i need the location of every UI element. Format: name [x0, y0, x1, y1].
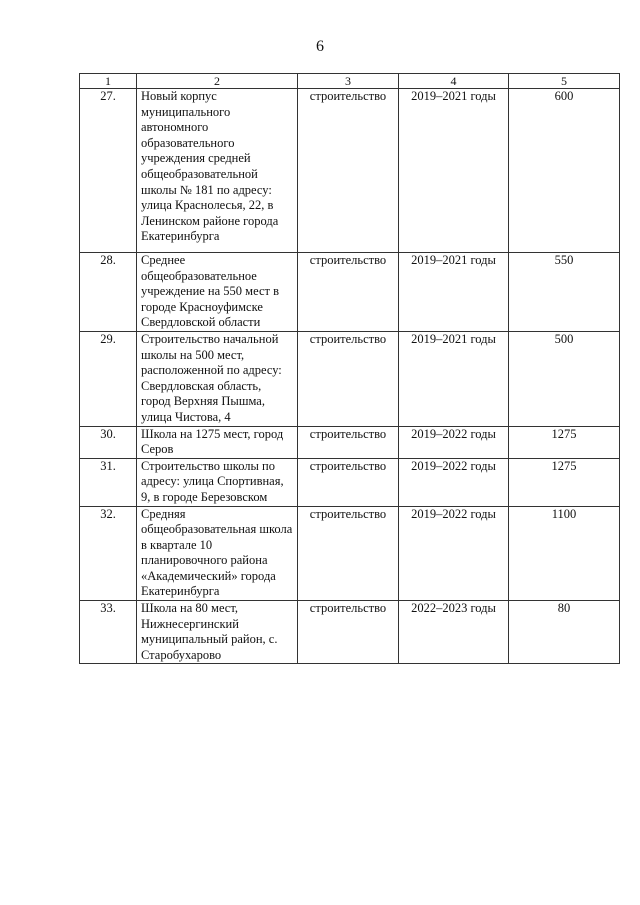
capacity: 80	[509, 601, 620, 664]
row-number: 32.	[80, 506, 137, 601]
schedule-table	[79, 73, 620, 664]
row-number: 31.	[80, 458, 137, 506]
object-name: Новый корпус муниципального автономного образовательного учреждения средней общеобразовательной школы № 181 по адресу: улица Краснолесья, 22, в Ленинском районе города Екатеринбурга	[137, 89, 298, 253]
object-name: Строительство начальной школы на 500 мест, расположенной по адресу: Свердловская область, город Верхняя Пышма, улица Чистова, 4	[137, 331, 298, 426]
capacity: 500	[509, 331, 620, 426]
column-header: 1	[80, 74, 137, 89]
period: 2019–2021 годы	[399, 253, 509, 332]
work-type: строительство	[298, 426, 399, 458]
table-row	[80, 426, 620, 458]
column-header: 4	[399, 74, 509, 89]
table-header-row	[80, 74, 620, 89]
object-name: Школа на 80 мест, Нижнесергинский муниципальный район, с. Старобухарово	[137, 601, 298, 664]
period: 2022–2023 годы	[399, 601, 509, 664]
capacity: 600	[509, 89, 620, 253]
work-type: строительство	[298, 601, 399, 664]
row-number: 27.	[80, 89, 137, 253]
row-number: 30.	[80, 426, 137, 458]
period: 2019–2022 годы	[399, 458, 509, 506]
row-number: 33.	[80, 601, 137, 664]
table-row	[80, 458, 620, 506]
work-type: строительство	[298, 331, 399, 426]
table-row	[80, 253, 620, 332]
row-number: 28.	[80, 253, 137, 332]
column-header: 2	[137, 74, 298, 89]
table-row	[80, 601, 620, 664]
object-name: Средняя общеобразовательная школа в квартале 10 планировочного района «Академический» города Екатеринбурга	[137, 506, 298, 601]
column-header: 3	[298, 74, 399, 89]
capacity: 1275	[509, 458, 620, 506]
capacity: 550	[509, 253, 620, 332]
capacity: 1100	[509, 506, 620, 601]
object-name: Строительство школы по адресу: улица Спортивная, 9, в городе Березовском	[137, 458, 298, 506]
work-type: строительство	[298, 458, 399, 506]
object-name: Школа на 1275 мест, город Серов	[137, 426, 298, 458]
object-name: Среднее общеобразовательное учреждение на 550 мест в городе Красноуфимске Свердловской области	[137, 253, 298, 332]
period: 2019–2022 годы	[399, 426, 509, 458]
table-row	[80, 506, 620, 601]
work-type: строительство	[298, 253, 399, 332]
period: 2019–2021 годы	[399, 331, 509, 426]
work-type: строительство	[298, 506, 399, 601]
column-header: 5	[509, 74, 620, 89]
page-number: 6	[316, 38, 324, 55]
period: 2019–2022 годы	[399, 506, 509, 601]
work-type: строительство	[298, 89, 399, 253]
capacity: 1275	[509, 426, 620, 458]
row-number: 29.	[80, 331, 137, 426]
table-row	[80, 89, 620, 253]
table-row	[80, 331, 620, 426]
period: 2019–2021 годы	[399, 89, 509, 253]
